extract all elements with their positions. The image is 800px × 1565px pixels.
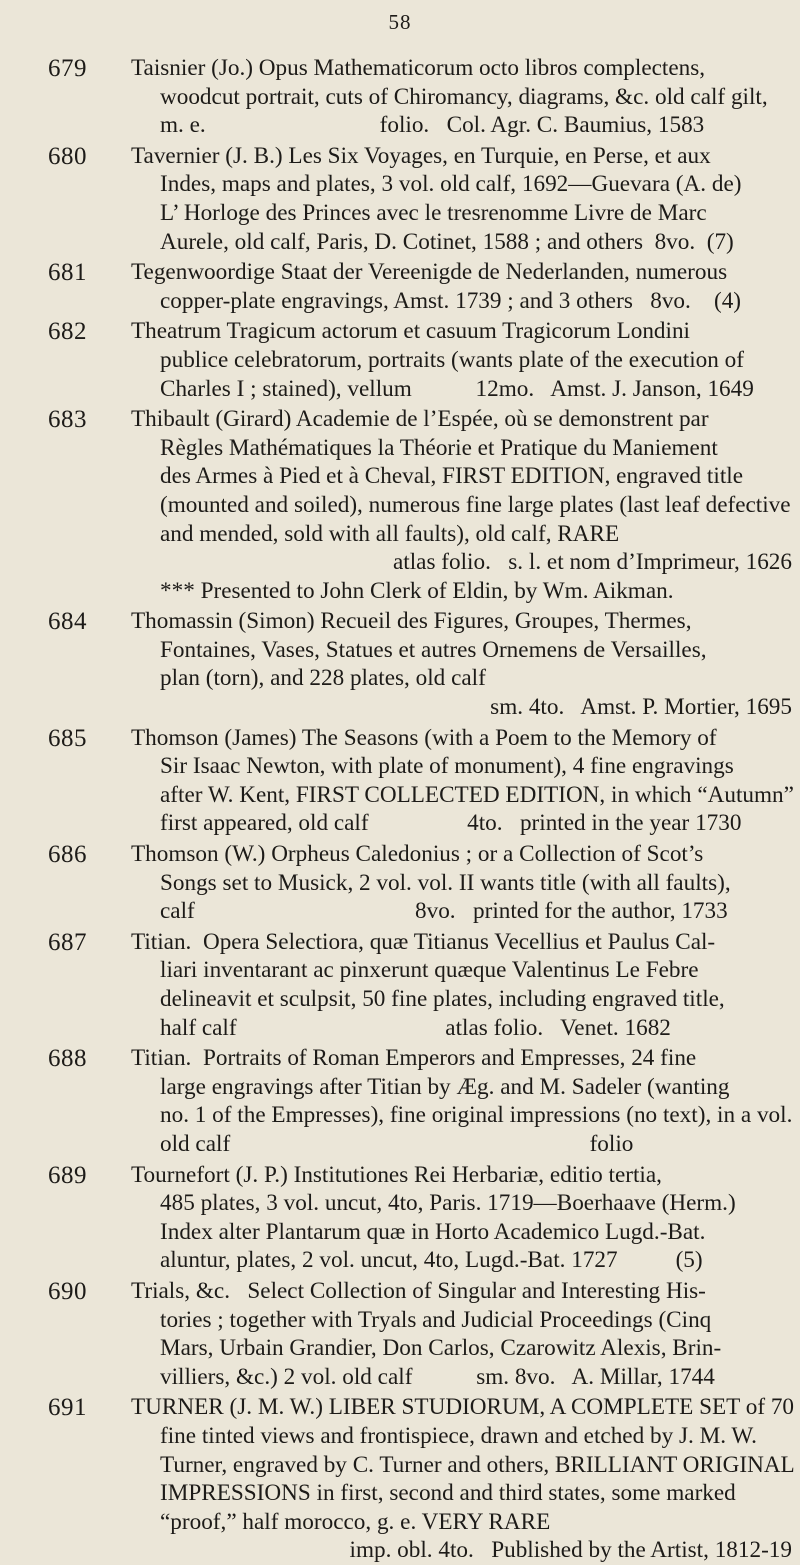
catalogue-entry	[0, 317, 800, 403]
lot-number: 691	[48, 1394, 87, 1422]
entry-description	[131, 1277, 792, 1391]
lot-number: 681	[48, 259, 87, 287]
entry-line: Taisnier (Jo.) Opus Mathematicorum octo libros complectens,	[131, 55, 706, 81]
entry-line: villiers, &c.) 2 vol. old calf sm. 8vo. A. Millar, 1744	[160, 1363, 715, 1390]
catalogue-entry	[0, 405, 800, 605]
entry-line: Titian. Portraits of Roman Emperors and Empresses, 24 fine	[131, 1045, 697, 1072]
entry-line: Trials, &c. Select Collection of Singular and Interesting His-	[131, 1277, 706, 1304]
entry-line: Tavernier (J. B.) Les Six Voyages, en Turquie, en Perse, et aux	[131, 142, 711, 169]
entry-description	[131, 928, 792, 1042]
entry-line: after W. Kent, FIRST COLLECTED EDITION, in which “Autumn”	[160, 781, 794, 808]
entry-line: tories ; together with Tryals and Judicial Proceedings (Cinq	[160, 1306, 712, 1333]
lot-number: 682	[48, 318, 87, 346]
catalogue-entry	[0, 1161, 800, 1275]
entry-description	[131, 54, 792, 140]
entry-line: plan (torn), and 228 plates, old calf	[160, 665, 486, 692]
catalogue-entries	[0, 54, 800, 1565]
entry-description	[131, 1044, 792, 1158]
entry-line: Tournefort (J. P.) Institutiones Rei Herbariæ, editio tertia,	[131, 1161, 662, 1188]
entry-description	[131, 1161, 792, 1275]
entry-line: Sir Isaac Newton, with plate of monument), 4 fine engravings	[160, 753, 734, 780]
entry-description	[131, 258, 792, 315]
entry-line: L’ Horloge des Princes avec le tresrenomme Livre de Marc	[160, 199, 707, 226]
entry-line: Thomson (James) The Seasons (with a Poem to the Memory of	[131, 724, 717, 751]
catalogue-entry	[0, 607, 800, 721]
entry-line: sm. 4to. Amst. P. Mortier, 1695	[490, 694, 792, 721]
entry-description	[131, 724, 792, 838]
entry-line: Mars, Urbain Grandier, Don Carlos, Czarowitz Alexis, Brin-	[160, 1335, 722, 1362]
entry-line: Thibault (Girard) Academie de l’Espée, où se demonstrent par	[131, 406, 709, 433]
catalogue-entry	[0, 142, 800, 256]
catalogue-entry	[0, 840, 800, 926]
entry-line: Indes, maps and plates, 3 vol. old calf, 1692—Guevara (A. de)	[160, 171, 742, 198]
entry-line: des Armes à Pied et à Cheval, FIRST EDITION, engraved title	[160, 463, 743, 490]
lot-number: 684	[48, 608, 87, 636]
lot-number: 686	[48, 841, 87, 869]
catalogue-entry	[0, 1277, 800, 1391]
entry-description	[131, 142, 792, 256]
entry-line: Theatrum Tragicum actorum et casuum Tragicorum Londini	[131, 318, 690, 345]
entry-line: imp. obl. 4to. Published by the Artist, 1812-19	[349, 1537, 792, 1564]
entry-line: Règles Mathématiques la Théorie et Pratique du Maniement	[160, 434, 718, 461]
entry-line: aluntur, plates, 2 vol. uncut, 4to, Lugd.-Bat. 1727 (5)	[160, 1247, 703, 1274]
lot-number: 689	[48, 1161, 87, 1189]
entry-line: (mounted and soiled), numerous fine large plates (last leaf defective	[160, 491, 791, 518]
entry-description	[131, 1393, 795, 1565]
entry-description	[131, 607, 792, 721]
lot-number: 690	[48, 1277, 87, 1305]
entry-line: m. e. folio. Col. Agr. C. Baumius, 1583	[160, 112, 705, 139]
entry-line: no. 1 of the Empresses), fine original impressions (no text), in a vol.	[160, 1102, 793, 1129]
entry-line: Songs set to Musick, 2 vol. vol. II wants title (with all faults),	[160, 869, 731, 896]
entry-line: half calf atlas folio. Venet. 1682	[160, 1014, 671, 1041]
entry-line: Titian. Opera Selectiora, quæ Titianus Vecellius et Paulus Cal-	[131, 928, 716, 955]
entry-line: delineavit et sculpsit, 50 fine plates, including engraved title,	[160, 986, 725, 1012]
entry-description	[131, 840, 792, 926]
catalogue-entry	[0, 54, 800, 140]
entry-line: large engravings after Titian by Æg. and M. Sadeler (wanting	[160, 1073, 730, 1100]
catalogue-entry	[0, 1393, 800, 1565]
catalogue-entry	[0, 928, 800, 1042]
lot-number: 679	[48, 55, 87, 82]
entry-line: and mended, sold with all faults), old calf, RARE	[160, 520, 620, 547]
entry-line: Tegenwoordige Staat der Vereenigde de Nederlanden, numerous	[131, 259, 728, 286]
entry-line: woodcut portrait, cuts of Chiromancy, diagrams, &c. old calf gilt,	[160, 83, 768, 110]
entry-line: Thomson (W.) Orpheus Caledonius ; or a Collection of Scot’s	[131, 841, 704, 868]
entry-line: old calf folio	[160, 1130, 634, 1157]
entry-line: fine tinted views and frontispiece, drawn and etched by J. M. W.	[160, 1422, 757, 1449]
entry-line: *** Presented to John Clerk of Eldin, by Wm. Aikman.	[160, 577, 674, 604]
catalogue-entry	[0, 1044, 800, 1158]
entry-line: first appeared, old calf 4to. printed in the year 1730	[160, 810, 742, 837]
catalogue-entry	[0, 724, 800, 838]
entry-line: 485 plates, 3 vol. uncut, 4to, Paris. 1719—Boerhaave (Herm.)	[160, 1190, 736, 1217]
entry-line: Aurele, old calf, Paris, D. Cotinet, 1588 ; and others 8vo. (7)	[160, 228, 734, 255]
entry-line: TURNER (J. M. W.) LIBER STUDIORUM, A COMPLETE SET of 70	[131, 1394, 795, 1421]
catalogue-entry	[0, 258, 800, 315]
entry-description	[131, 405, 792, 605]
entry-line: Index alter Plantarum quæ in Horto Academico Lugd.-Bat.	[160, 1218, 706, 1245]
lot-number: 683	[48, 406, 87, 434]
lot-number: 680	[48, 142, 87, 170]
entry-line: Thomassin (Simon) Recueil des Figures, Groupes, Thermes,	[131, 608, 692, 635]
entry-line: “proof,” half morocco, g. e. VERY RARE	[160, 1508, 551, 1535]
page-number: 58	[388, 10, 412, 34]
entry-line: copper-plate engravings, Amst. 1739 ; and 3 others 8vo. (4)	[160, 287, 742, 314]
entry-line: Turner, engraved by C. Turner and others, BRILLIANT ORIGINAL	[160, 1451, 795, 1478]
entry-line: publice celebratorum, portraits (wants plate of the execution of	[160, 346, 744, 373]
lot-number: 688	[48, 1045, 87, 1073]
entry-description	[131, 317, 792, 403]
entry-line: Charles I ; stained), vellum 12mo. Amst. J. Janson, 1649	[160, 375, 754, 402]
entry-line: IMPRESSIONS in first, second and third states, some marked	[160, 1480, 736, 1507]
entry-line: liari inventarant ac pinxerunt quæque Valentinus Le Febre	[160, 957, 699, 984]
entry-line: calf 8vo. printed for the author, 1733	[160, 898, 728, 925]
entry-line: atlas folio. s. l. et nom d’Imprimeur, 1626	[393, 549, 792, 576]
lot-number: 685	[48, 724, 87, 752]
lot-number: 687	[48, 928, 87, 956]
entry-line: Fontaines, Vases, Statues et autres Ornemens de Versailles,	[160, 636, 707, 663]
